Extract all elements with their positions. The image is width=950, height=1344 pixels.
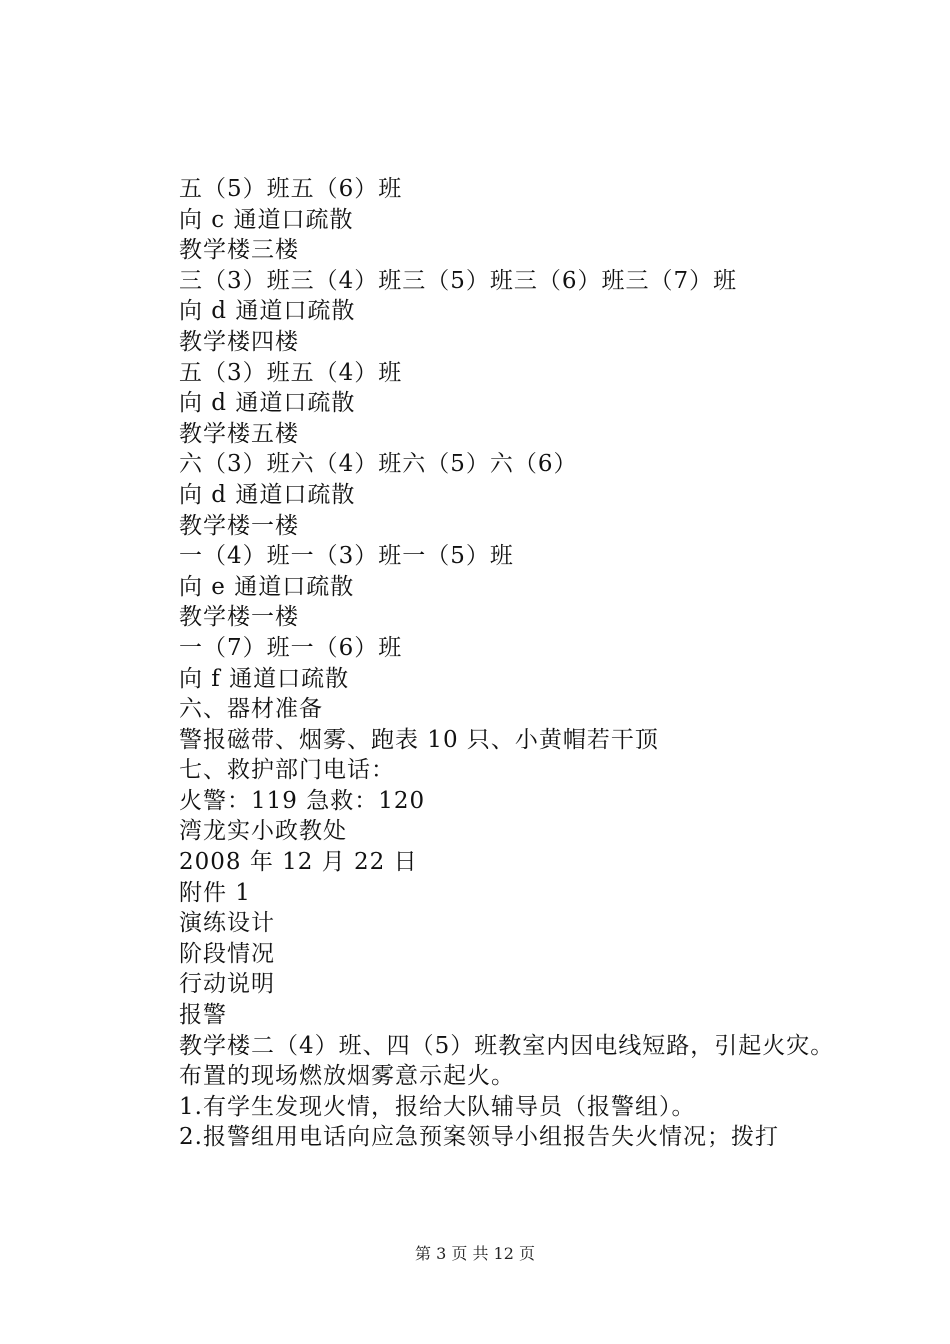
text-line: 五（5）班五（6）班 — [179, 176, 403, 202]
attachment-label: 附件 1 — [179, 879, 251, 906]
text-line: 教学楼四楼 — [179, 328, 299, 355]
text-line: 教学楼一楼 — [179, 512, 299, 539]
page-footer: 第 3 页 共 12 页 — [415, 1244, 535, 1263]
text-line: 演练设计 — [179, 910, 275, 937]
text-line: 教学楼三楼 — [179, 237, 299, 264]
text-line: 一（4）班一（3）班一（5）班 — [179, 543, 514, 570]
section-heading: 七、救护部门电话： — [179, 757, 395, 784]
text-line: 警报磁带、烟雾、跑表 10 只、小黄帽若干顶 — [179, 726, 659, 753]
text-line: 向 e 通道口疏散 — [179, 573, 355, 600]
text-line: 向 d 通道口疏散 — [179, 481, 356, 508]
section-heading: 六、器材准备 — [179, 696, 323, 723]
signature-org: 湾龙实小政教处 — [179, 818, 347, 845]
text-line: 向 c 通道口疏散 — [179, 206, 354, 233]
text-line: 教学楼五楼 — [179, 420, 299, 447]
signature-date: 2008 年 12 月 22 日 — [179, 849, 418, 876]
document-body — [119, 174, 835, 1153]
text-line: 报警 — [179, 1002, 227, 1029]
paragraph: 教学楼二（4）班、四（5）班教室内因电线短路，引起火灾。 — [179, 1032, 835, 1059]
paragraph: 1.有学生发现火情，报给大队辅导员（报警组）。 — [179, 1093, 696, 1120]
text-line: 五（3）班五（4）班 — [179, 359, 403, 386]
text-line: 火警：119 急救：120 — [179, 787, 426, 814]
text-line: 阶段情况 — [179, 940, 275, 967]
text-line: 行动说明 — [179, 971, 275, 998]
text-line: 向 f 通道口疏散 — [179, 665, 350, 692]
text-line: 向 d 通道口疏散 — [179, 390, 356, 417]
text-line: 六（3）班六（4）班六（5）六（6） — [179, 451, 578, 478]
text-line: 三（3）班三（4）班三（5）班三（6）班三（7）班 — [179, 267, 738, 294]
paragraph: 布置的现场燃放烟雾意示起火。 — [179, 1063, 515, 1090]
text-line: 一（7）班一（6）班 — [179, 634, 403, 661]
text-line: 向 d 通道口疏散 — [179, 298, 356, 325]
paragraph: 2.报警组用电话向应急预案领导小组报告失火情况；拨打 — [179, 1124, 779, 1151]
text-line: 教学楼一楼 — [179, 604, 299, 631]
